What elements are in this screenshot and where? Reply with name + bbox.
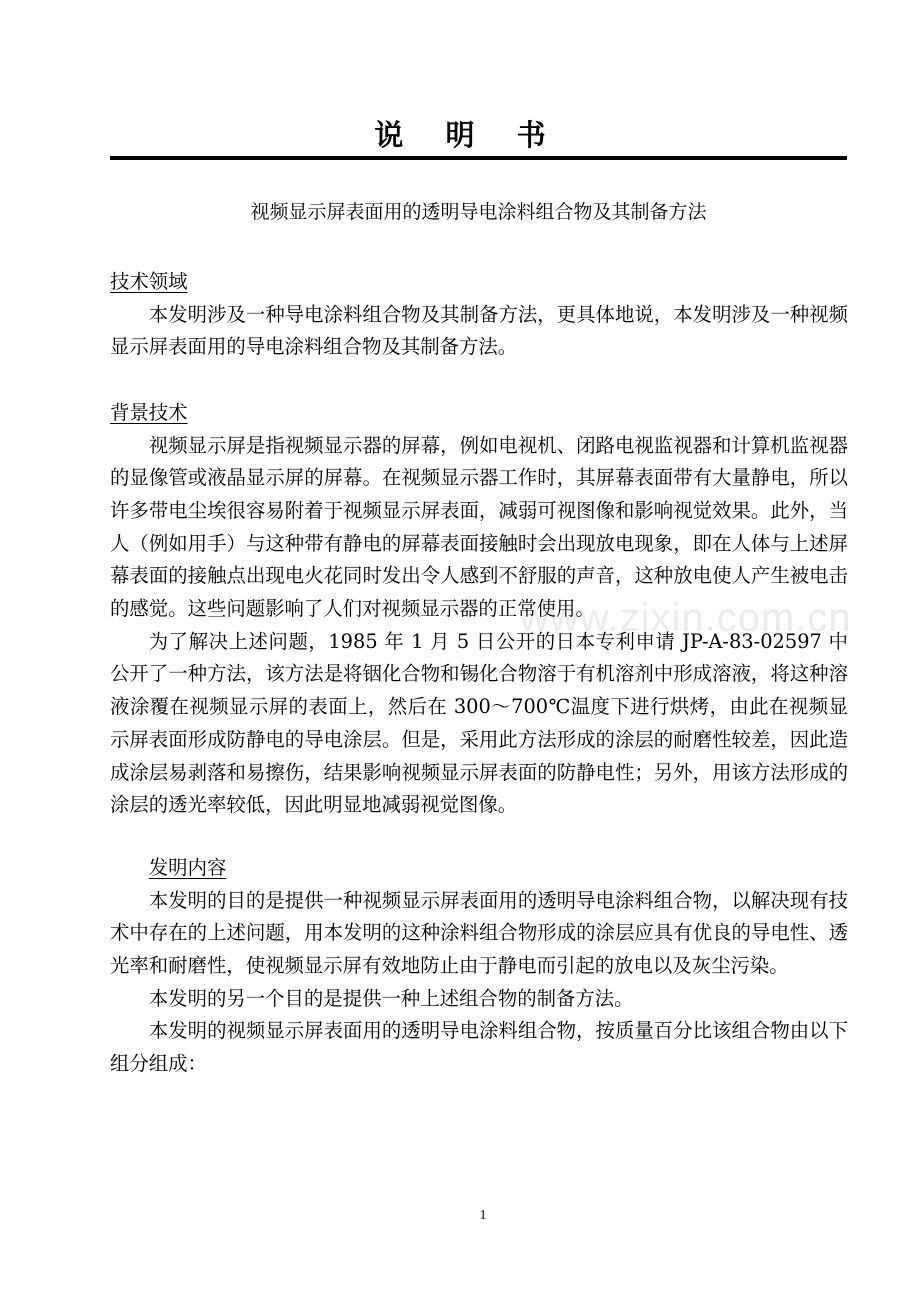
page-number: 1 xyxy=(479,1208,487,1223)
page-title: 说 明 书 xyxy=(374,118,562,152)
spacer xyxy=(110,822,848,852)
section-heading-technical-field: 技术领域 xyxy=(110,270,188,293)
paragraph: 为了解决上述问题，1985 年 1 月 5 日公开的日本专利申请 JP-A-83-02597 中公开了一种方法，该方法是将铟化合物和锡化合物溶于有机溶剂中形成溶液，将这种溶液涂覆在视频显示屏的表面上，然后在 300～700℃温度下进行烘烤，由此在视频显示屏表面形成防静电的导电涂层。但是，采用此方法形成的涂层的耐磨性较差，因此造成涂层易剥落和易擦伤，结果影响视频显示屏表面的防静电性；另外，用该方法形成的涂层的透光率较低，因此明显地减弱视觉图像。 xyxy=(110,629,848,817)
paragraph: 本发明涉及一种导电涂料组合物及其制备方法，更具体地说，本发明涉及一种视频显示屏表面用的导电涂料组合物及其制备方法。 xyxy=(110,302,848,359)
paragraph: 本发明的视频显示屏表面用的透明导电涂料组合物，按质量百分比该组合物由以下组分组成： xyxy=(110,1019,848,1076)
watermark: www.zixin.com.cn xyxy=(520,596,852,640)
section-heading-background: 背景技术 xyxy=(110,400,188,424)
invention-title: 视频显示屏表面用的透明导电涂料组合物及其制备方法 xyxy=(250,201,707,223)
document-body xyxy=(110,266,848,1081)
paragraph: 本发明的目的是提供一种视频显示屏表面用的透明导电涂料组合物，以解决现有技术中存在的上述问题，用本发明的这种涂料组合物形成的涂层应具有优良的导电性、透光率和耐磨性，使视频显示屏有效地防止由于静电而引起的放电以及灰尘污染。 xyxy=(110,888,848,978)
spacer xyxy=(110,364,848,397)
title-rule xyxy=(110,156,847,160)
section-heading-summary: 发明内容 xyxy=(148,855,227,879)
paragraph: 本发明的另一个目的是提供一种上述组合物的制备方法。 xyxy=(148,986,634,1010)
paragraph: 视频显示屏是指视频显示器的屏幕，例如电视机、闭路电视监视器和计算机监视器的显像管或液晶显示屏的屏幕。在视频显示器工作时，其屏幕表面带有大量静电，所以许多带电尘埃很容易附着于视频显示屏表面，减弱可视图像和影响视觉效果。此外，当人（例如用手）与这种带有静电的屏幕表面接触时会出现放电现象，即在人体与上述屏幕表面的接触点出现电火花同时发出令人感到不舒服的声音，这种放电使人产生被电击的感觉。这些问题影响了人们对视频显示器的正常使用。 xyxy=(110,433,848,621)
